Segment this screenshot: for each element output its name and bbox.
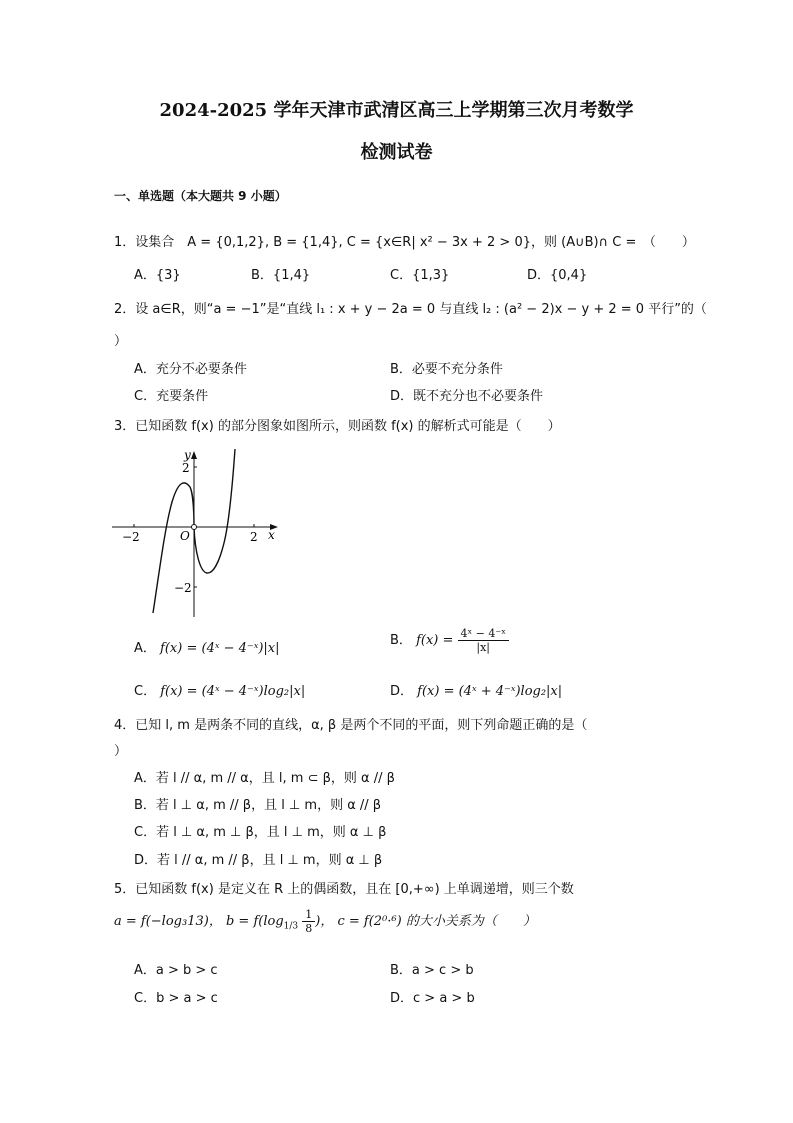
tick-label-x-neg: −2 xyxy=(122,530,140,544)
q3-option-a-label: A． xyxy=(134,641,156,656)
q4-option-c: C．若 l ⊥ α, m ⊥ β，且 l ⊥ m，则 α ⊥ β xyxy=(134,825,387,840)
q1-stem: 1．设集合 A = {0,1,2}, B = {1,4}, C = {x∈R| x² − 3x + 2 > 0}，则 (A∪B)∩ C = （ ） xyxy=(114,235,695,250)
axis-label-x: x xyxy=(268,528,275,542)
q2-option-a: A．充分不必要条件 xyxy=(134,362,247,377)
q5-a-expr: a = f(−log₃13)， xyxy=(114,914,222,929)
q1-option-c: C．{1,3} xyxy=(390,268,450,283)
origin-label: O xyxy=(180,529,190,543)
q5-values xyxy=(114,908,536,935)
q3-option-a xyxy=(134,637,280,656)
q3-option-b-fraction xyxy=(458,627,509,654)
q3-option-b xyxy=(390,627,509,654)
q2-option-c: C．充要条件 xyxy=(134,389,209,404)
q5-b-lhs: b = f(log xyxy=(225,914,284,929)
q5-b-numerator: 1 xyxy=(302,908,315,922)
q3-option-b-denominator: |x| xyxy=(476,641,490,654)
axis-label-y: y xyxy=(184,448,191,462)
q3-option-a-expr: f(x) = (4ˣ − 4⁻ˣ)|x| xyxy=(160,641,280,656)
tick-label-y-neg: −2 xyxy=(174,581,192,595)
q4-option-d: D．若 l // α, m // β，且 l ⊥ m，则 α ⊥ β xyxy=(134,853,383,868)
tick-label-y-pos: 2 xyxy=(182,461,190,475)
q5-option-d: D．c > a > b xyxy=(390,991,475,1006)
exam-title-line2: 检测试卷 xyxy=(360,142,433,163)
q3-option-d-label: D． xyxy=(390,684,414,699)
q1-option-b: B．{1,4} xyxy=(251,268,311,283)
q4-stem: 4．已知 l, m 是两条不同的直线，α, β 是两个不同的平面，则下列命题正确的是（ xyxy=(114,718,588,733)
q5-option-c: C．b > a > c xyxy=(134,991,218,1006)
q3-option-d-expr: f(x) = (4ˣ + 4⁻ˣ)log₂|x| xyxy=(417,684,563,699)
q3-option-c xyxy=(134,680,305,699)
q5-b-denominator: 8 xyxy=(305,922,313,935)
exam-title-line1: 2024-2025 学年天津市武清区高三上学期第三次月考数学 xyxy=(159,100,634,121)
q5-b-log-base: 1/3 xyxy=(283,921,299,932)
q3-option-b-numerator: 4ˣ − 4⁻ˣ xyxy=(458,627,509,641)
q4-option-b: B．若 l ⊥ α, m // β，且 l ⊥ m，则 α // β xyxy=(134,798,382,813)
q3-option-b-lhs: f(x) = xyxy=(416,633,454,648)
q2-option-d: D．既不充分也不必要条件 xyxy=(390,389,544,404)
q2-stem: 2．设 a∈R，则“a = −1”是“直线 l₁ : x + y − 2a = 0 与直线 l₂ : (a² − 2)x − y + 2 = 0 平行”的（ xyxy=(114,302,707,317)
q1-option-d: D．{0,4} xyxy=(527,268,588,283)
tick-label-x-pos: 2 xyxy=(250,530,258,544)
q5-stem: 5．已知函数 f(x) 是定义在 R 上的偶函数，且在 [0,+∞) 上单调递增，则三个数 xyxy=(114,882,574,897)
q5-b-fraction xyxy=(302,908,315,935)
function-graph xyxy=(110,447,285,619)
q5-c-expr: c = f(2⁰·⁶) 的大小关系为（ ） xyxy=(337,914,536,929)
q5-option-a: A．a > b > c xyxy=(134,963,218,978)
q2-stem-cont: ） xyxy=(114,334,128,349)
q4-stem-cont: ） xyxy=(114,744,128,759)
q5-option-b: B．a > c > b xyxy=(390,963,474,978)
q2-option-b: B．必要不充分条件 xyxy=(390,362,503,377)
q3-option-b-label: B． xyxy=(390,633,412,648)
q3-option-d xyxy=(390,680,562,699)
q3-option-c-label: C． xyxy=(134,684,157,699)
q3-stem: 3．已知函数 f(x) 的部分图象如图所示，则函数 f(x) 的解析式可能是（ ） xyxy=(114,419,561,434)
y-axis-arrow xyxy=(191,451,197,459)
section-heading: 一、单选题（本大题共 9 小题） xyxy=(114,189,287,203)
q3-option-c-expr: f(x) = (4ˣ − 4⁻ˣ)log₂|x| xyxy=(160,684,306,699)
origin-open-point xyxy=(192,525,197,530)
q4-option-a: A．若 l // α, m // α，且 l, m ⊂ β，则 α // β xyxy=(134,771,395,786)
q1-option-a: A．{3} xyxy=(134,268,181,283)
q5-b-rhs: )， xyxy=(315,914,334,929)
